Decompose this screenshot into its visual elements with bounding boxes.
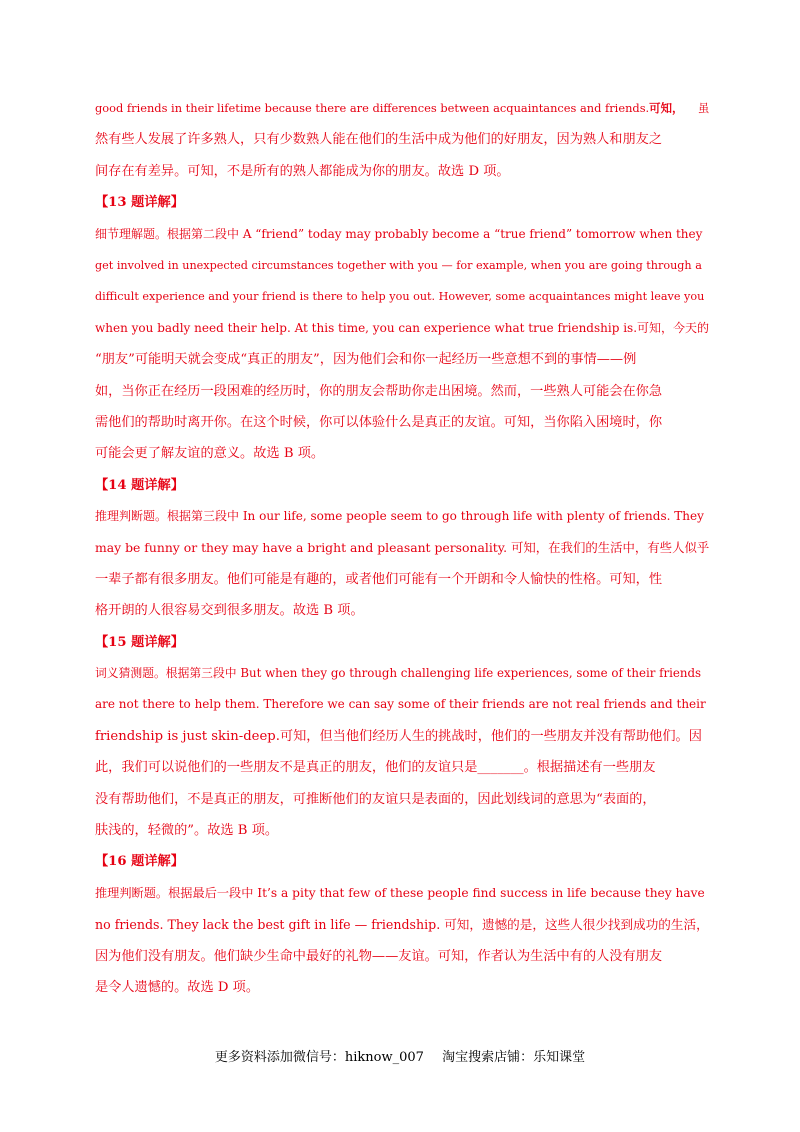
line-text: no friends. They lack the best gift in life — friendship. 可知，遗憾的是，这些人很少找到成功的生活，: [95, 917, 709, 933]
line-emphasis: 可知，: [649, 101, 684, 115]
line-text: 因为他们没有朋友。他们缺少生命中最好的礼物——友谊。可知，作者认为生活中有的人没有朋友: [95, 948, 663, 964]
line-text: 是令人遗憾的。故选 D 项。: [95, 979, 260, 995]
text-line: [95, 784, 707, 815]
section-heading: [95, 470, 707, 501]
text-line: [95, 815, 707, 846]
section-heading: [95, 187, 707, 218]
text-line: [95, 721, 707, 752]
line-text: 可能会更了解友谊的意义。故选 B 项。: [95, 446, 325, 462]
line-text: 推理判断题。根据最后一段中 It’s a pity that few of these people find success in life because they have: [95, 885, 705, 900]
footer-shop-note: 淘宝搜索店铺：乐知课堂: [442, 1050, 586, 1065]
text-line: [95, 878, 707, 909]
text-line: [95, 376, 707, 407]
page-footer: [0, 1046, 800, 1065]
line-text: 细节理解题。根据第二段中 A “friend” today may probably become a “true friend” tomorrow when they: [95, 226, 703, 241]
line-text: 此，我们可以说他们的一些朋友不是真正的朋友，他们的友谊只是_______。根据描述有一些朋友: [95, 760, 656, 776]
line-text: 【14 题详解】: [95, 477, 184, 493]
text-line: [95, 689, 707, 720]
line-text: 【16 题详解】: [95, 854, 184, 870]
line-text: 没有帮助他们，不是真正的朋友，可推断他们的友谊只是表面的，因此划线词的意思为“表面的，: [95, 791, 656, 807]
line-text: 如，当你正在经历一段困难的经历时，你的朋友会帮助你走出困境。然而，一些熟人可能会在你急: [95, 383, 663, 399]
line-text: 【13 题详解】: [95, 195, 184, 211]
line-text: 格开朗的人很容易交到很多朋友。故选 B 项。: [95, 603, 364, 619]
line-text: 间存在有差异。可知，不是所有的熟人都能成为你的朋友。故选 D 项。: [95, 163, 510, 179]
line-text: are not there to help them. Therefore we can say some of their friends are not real friends and their: [95, 697, 706, 712]
line-text: 【15 题详解】: [95, 634, 184, 650]
text-line: [95, 909, 707, 940]
text-line: [95, 219, 707, 250]
text-line: [95, 532, 710, 563]
text-line: [95, 595, 707, 626]
line-tail: 虽: [683, 101, 710, 115]
line-text: 词义猜测题。根据第三段中 But when they go through challenging life experiences, some of their friends: [95, 666, 702, 681]
answer-explanation-text: [95, 93, 710, 1003]
text-line: [95, 156, 707, 187]
text-line: [95, 941, 707, 972]
text-line: [95, 250, 707, 281]
text-line: [95, 407, 707, 438]
line-text: friendship is just skin-deep.可知，但当他们经历人生的挑战时，他们的一些朋友并没有帮助他们。因: [95, 728, 702, 744]
text-line: [95, 501, 707, 532]
line-text: difficult experience and your friend is there to help you out. However, some acquaintances might leave you: [95, 290, 705, 304]
line-text: good friends in their lifetime because there are differences between acquaintances and friends.: [95, 101, 650, 115]
line-text: get involved in unexpected circumstances together with you — for example, when you are going through a: [95, 258, 702, 272]
line-text: “朋友”可能明天就会变成“真正的朋友”，因为他们会和你一起经历一些意想不到的事情——例: [95, 352, 637, 368]
text-line: [95, 344, 707, 375]
line-text: when you badly need their help. At this time, you can experience what true friendship is.可知，今天的: [95, 320, 710, 335]
section-heading: [95, 846, 707, 877]
line-text: 一辈子都有很多朋友。他们可能是有趣的，或者他们可能有一个开朗和令人愉快的性格。可知，性: [95, 571, 663, 587]
text-line: [95, 438, 707, 469]
text-line: [95, 93, 710, 124]
line-text: 肤浅的，轻微的”。故选 B 项。: [95, 822, 279, 838]
line-text: may be funny or they may have a bright and pleasant personality. 可知，在我们的生活中，有些人似乎: [95, 540, 710, 556]
footer-wechat-note: 更多资料添加微信号：hiknow_007: [214, 1050, 424, 1065]
text-line: [95, 972, 707, 1003]
text-line: [95, 564, 707, 595]
text-line: [95, 281, 707, 312]
section-heading: [95, 627, 707, 658]
text-line: [95, 752, 707, 783]
text-line: [95, 124, 707, 155]
line-text: 推理判断题。根据第三段中 In our life, some people seem to go through life with plenty of friends. They: [95, 509, 704, 524]
text-line: [95, 313, 710, 344]
line-text: 需他们的帮助时离开你。在这个时候，你可以体验什么是真正的友谊。可知，当你陷入困境时，你: [95, 414, 663, 430]
text-line: [95, 658, 707, 689]
line-text: 然有些人发展了许多熟人，只有少数熟人能在他们的生活中成为他们的好朋友，因为熟人和朋友之: [95, 132, 663, 148]
